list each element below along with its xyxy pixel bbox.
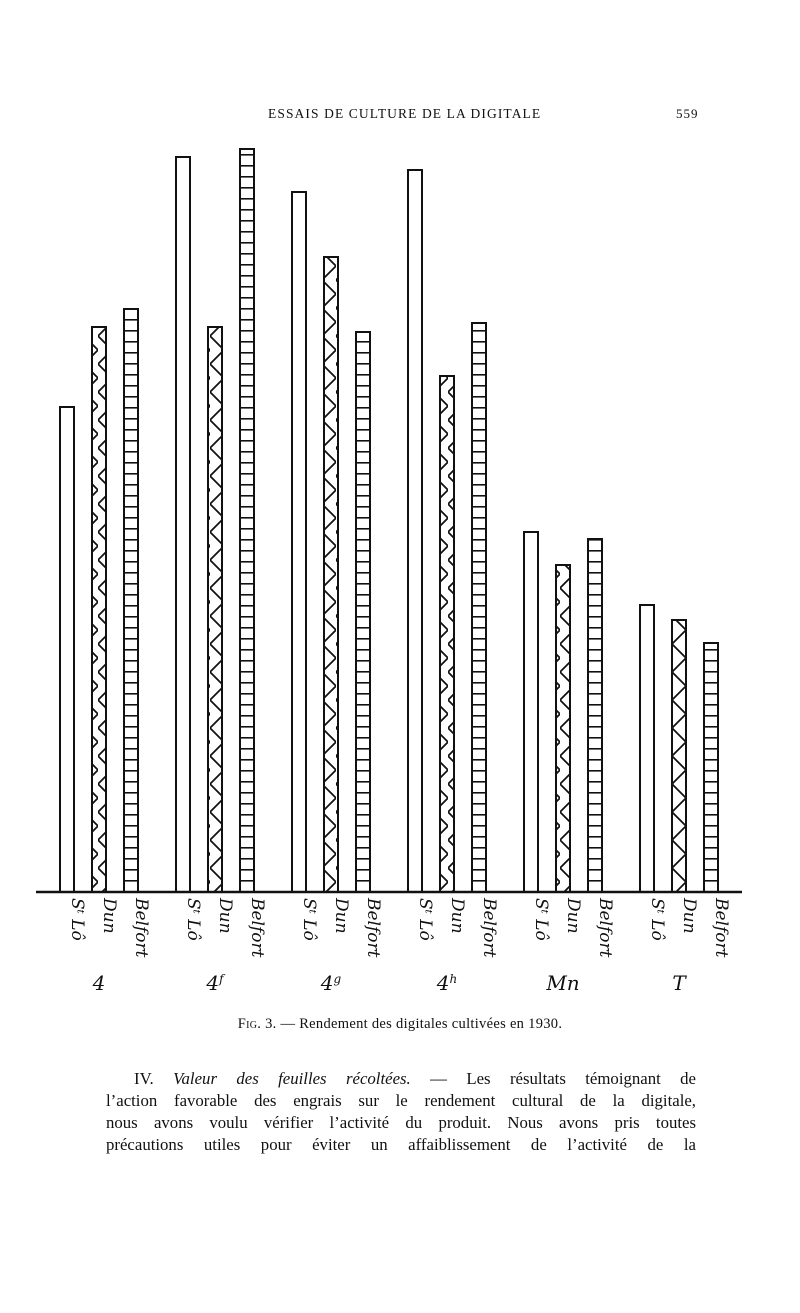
group-label-6: T [672,971,686,995]
paragraph-line-4: précautions utiles pour éviter un affaiblissement de l’activité de la [106,1135,696,1154]
bar-4-sl [408,170,422,892]
bar-label-2-3: Belfort [247,898,267,958]
figure-caption [0,1016,800,1033]
bar-label-1-1: Sᵗ Lô [67,898,87,941]
bar-label-6-1: Sᵗ Lô [647,898,667,941]
bar-3-sl [292,192,306,892]
group-label-4: 4$^h$ [436,971,458,995]
bar-3-belfort [356,332,370,892]
bar-3-dun [324,257,338,892]
group-labels-layer [92,971,688,995]
group-label-3: 4$^g$ [320,971,342,995]
bar-label-1-2: Dun [99,898,119,934]
bar-1-belfort [124,309,138,892]
paragraph-line-1-text: — Les résultats témoignant de [430,1069,696,1088]
bar-label-6-3: Belfort [711,898,731,958]
bar-1-dun [92,327,106,892]
figure-label: Fig. 3. [237,1016,277,1032]
running-title: ESSAIS DE CULTURE DE LA DIGITALE [268,106,542,121]
bar-5-dun [556,565,570,892]
paragraph-line-1 [106,1068,696,1090]
bar-5-belfort [588,539,602,892]
bar-labels-layer [67,897,731,958]
bar-label-3-3: Belfort [363,898,383,958]
section-number: IV. [134,1069,154,1088]
paragraph-line-2: l’action favorable des engrais sur le rendement cultural de la digitale, [106,1091,696,1110]
bar-label-4-1: Sᵗ Lô [415,898,435,941]
figure-caption-text: — Rendement des digitales cultivées en 1930. [280,1016,563,1032]
bar-6-dun [672,620,686,892]
paragraph-line-3: nous avons voulu vérifier l’activité du produit. Nous avons pris toutes [106,1113,696,1132]
bar-label-5-1: Sᵗ Lô [531,898,551,941]
bar-label-3-1: Sᵗ Lô [299,898,319,941]
bar-2-dun [208,327,222,892]
group-label-2: 4$^f$ [205,971,226,995]
bar-label-4-2: Dun [447,898,467,934]
bar-1-sl [60,407,74,892]
group-label-sup-2: f [219,972,224,986]
page-number: 559 [676,106,699,121]
bar-2-belfort [240,149,254,892]
running-header [0,106,800,126]
bar-label-1-3: Belfort [131,898,151,958]
bar-label-6-2: Dun [679,898,699,934]
bar-2-sl [176,157,190,892]
group-label-5: Mn [546,971,580,995]
group-label-sup-3: g [333,972,342,986]
bar-label-5-2: Dun [563,898,583,934]
bar-chart [0,130,800,1002]
bar-6-sl [640,605,654,892]
bars-layer [60,149,718,892]
group-label-1: 4 [92,971,106,995]
section-title: Valeur des feuilles récoltées. [173,1069,411,1088]
bar-5-sl [524,532,538,892]
body-paragraph [106,1068,696,1156]
bar-4-dun [440,376,454,892]
bar-label-5-3: Belfort [595,898,615,958]
bar-6-belfort [704,643,718,892]
bar-label-2-1: Sᵗ Lô [183,898,203,941]
bar-label-3-2: Dun [331,898,351,934]
bar-label-2-2: Dun [215,898,235,934]
bar-label-4-3: Belfort [479,898,499,958]
bar-4-belfort [472,323,486,892]
group-label-sup-4: h [449,972,458,986]
